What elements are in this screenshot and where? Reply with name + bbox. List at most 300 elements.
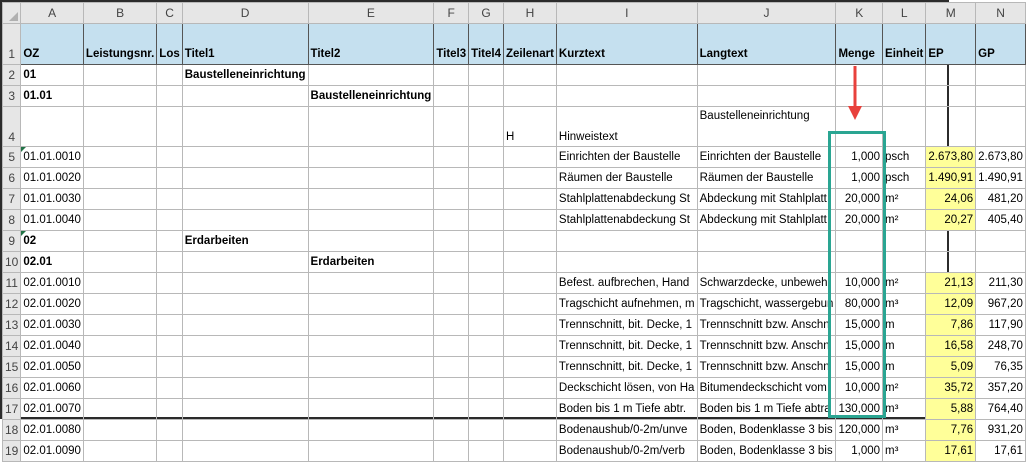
column-header-n[interactable]: N (976, 3, 1026, 24)
cell-j6[interactable]: Räumen der Baustelle (697, 168, 836, 189)
cell-g5[interactable] (469, 147, 504, 168)
cell-f15[interactable] (434, 357, 469, 378)
cell-a17[interactable]: 02.01.0070 (21, 399, 84, 420)
cell-l5[interactable]: psch (883, 147, 926, 168)
row-header-12[interactable]: 12 (3, 294, 21, 315)
cell-a7[interactable]: 01.01.0030 (21, 189, 84, 210)
cell-k4[interactable] (836, 107, 883, 147)
cell-g9[interactable] (469, 231, 504, 252)
cell-n19[interactable]: 17,61 (976, 441, 1026, 462)
cell-g15[interactable] (469, 357, 504, 378)
cell-f6[interactable] (434, 168, 469, 189)
cell-n8[interactable]: 405,40 (976, 210, 1026, 231)
row-header-9[interactable]: 9 (3, 231, 21, 252)
header-cell-b[interactable]: Leistungsnr. (83, 24, 156, 65)
cell-g3[interactable] (469, 86, 504, 107)
cell-a8[interactable]: 01.01.0040 (21, 210, 84, 231)
cell-g14[interactable] (469, 336, 504, 357)
column-header-l[interactable]: L (883, 3, 926, 24)
cell-f12[interactable] (434, 294, 469, 315)
cell-a12[interactable]: 02.01.0020 (21, 294, 84, 315)
cell-b15[interactable] (83, 357, 156, 378)
cell-b16[interactable] (83, 378, 156, 399)
cell-i17[interactable]: Boden bis 1 m Tiefe abtr. (556, 399, 697, 420)
cell-g12[interactable] (469, 294, 504, 315)
cell-b2[interactable] (83, 65, 156, 86)
column-header-a[interactable]: A (21, 3, 84, 24)
cell-k11[interactable]: 10,000 (836, 273, 883, 294)
row-header-14[interactable]: 14 (3, 336, 21, 357)
cell-a5[interactable]: 01.01.0010 (21, 147, 84, 168)
cell-c19[interactable] (157, 441, 182, 462)
cell-f16[interactable] (434, 378, 469, 399)
row-header-11[interactable]: 11 (3, 273, 21, 294)
cell-l13[interactable]: m (883, 315, 926, 336)
cell-j5[interactable]: Einrichten der Baustelle (697, 147, 836, 168)
cell-h14[interactable] (503, 336, 556, 357)
cell-h7[interactable] (503, 189, 556, 210)
cell-n2[interactable] (976, 65, 1026, 86)
cell-e2[interactable] (308, 65, 434, 86)
cell-b14[interactable] (83, 336, 156, 357)
cell-d19[interactable] (182, 441, 308, 462)
cell-j19[interactable]: Boden, Bodenklasse 3 bis (697, 441, 836, 462)
header-cell-h[interactable]: Zeilenart (503, 24, 556, 65)
cell-f13[interactable] (434, 315, 469, 336)
cell-a10[interactable]: 02.01 (21, 252, 84, 273)
cell-n18[interactable]: 931,20 (976, 420, 1026, 441)
header-cell-k[interactable]: Menge (836, 24, 883, 65)
cell-m8[interactable]: 20,27 (926, 210, 976, 231)
cell-d8[interactable] (182, 210, 308, 231)
row-header-2[interactable]: 2 (3, 65, 21, 86)
cell-k14[interactable]: 15,000 (836, 336, 883, 357)
cell-e10[interactable]: Erdarbeiten (308, 252, 434, 273)
cell-j17[interactable]: Boden bis 1 m Tiefe abtra (697, 399, 836, 420)
cell-e3[interactable]: Baustelleneinrichtung (308, 86, 434, 107)
cell-k19[interactable]: 1,000 (836, 441, 883, 462)
cell-m11[interactable]: 21,13 (926, 273, 976, 294)
cell-d15[interactable] (182, 357, 308, 378)
cell-m2[interactable] (926, 65, 976, 86)
cell-k3[interactable] (836, 86, 883, 107)
cell-i5[interactable]: Einrichten der Baustelle (556, 147, 697, 168)
cell-g2[interactable] (469, 65, 504, 86)
cell-e14[interactable] (308, 336, 434, 357)
cell-h3[interactable] (503, 86, 556, 107)
column-header-k[interactable]: K (836, 3, 883, 24)
cell-k8[interactable]: 20,000 (836, 210, 883, 231)
cell-b18[interactable] (83, 420, 156, 441)
cell-b11[interactable] (83, 273, 156, 294)
cell-j9[interactable] (697, 231, 836, 252)
cell-d18[interactable] (182, 420, 308, 441)
cell-c18[interactable] (157, 420, 182, 441)
cell-l12[interactable]: m³ (883, 294, 926, 315)
cell-g4[interactable] (469, 107, 504, 147)
header-cell-n[interactable]: GP (976, 24, 1026, 65)
row-header-10[interactable]: 10 (3, 252, 21, 273)
cell-a14[interactable]: 02.01.0040 (21, 336, 84, 357)
cell-m13[interactable]: 7,86 (926, 315, 976, 336)
cell-a4[interactable] (21, 107, 84, 147)
column-header-m[interactable]: M (926, 3, 976, 24)
cell-l8[interactable]: m² (883, 210, 926, 231)
cell-g17[interactable] (469, 399, 504, 420)
cell-i11[interactable]: Befest. aufbrechen, Hand (556, 273, 697, 294)
cell-j16[interactable]: Bitumendeckschicht vom (697, 378, 836, 399)
cell-k13[interactable]: 15,000 (836, 315, 883, 336)
header-cell-f[interactable]: Titel3 (434, 24, 469, 65)
cell-g6[interactable] (469, 168, 504, 189)
cell-l10[interactable] (883, 252, 926, 273)
cell-b12[interactable] (83, 294, 156, 315)
cell-d7[interactable] (182, 189, 308, 210)
cell-d16[interactable] (182, 378, 308, 399)
header-cell-d[interactable]: Titel1 (182, 24, 308, 65)
cell-i18[interactable]: Bodenaushub/0-2m/unve (556, 420, 697, 441)
column-header-c[interactable]: C (157, 3, 182, 24)
cell-d5[interactable] (182, 147, 308, 168)
cell-l16[interactable]: m² (883, 378, 926, 399)
cell-h13[interactable] (503, 315, 556, 336)
cell-b8[interactable] (83, 210, 156, 231)
cell-f4[interactable] (434, 107, 469, 147)
cell-f18[interactable] (434, 420, 469, 441)
spreadsheet-grid[interactable] (2, 2, 1026, 462)
cell-g18[interactable] (469, 420, 504, 441)
column-header-g[interactable]: G (469, 3, 504, 24)
cell-n17[interactable]: 764,40 (976, 399, 1026, 420)
cell-b7[interactable] (83, 189, 156, 210)
cell-a16[interactable]: 02.01.0060 (21, 378, 84, 399)
column-header-j[interactable]: J (697, 3, 836, 24)
cell-m3[interactable] (926, 86, 976, 107)
cell-j3[interactable] (697, 86, 836, 107)
cell-e5[interactable] (308, 147, 434, 168)
cell-h10[interactable] (503, 252, 556, 273)
cell-h4[interactable]: H (503, 107, 556, 147)
cell-n15[interactable]: 76,35 (976, 357, 1026, 378)
cell-l7[interactable]: m² (883, 189, 926, 210)
cell-h6[interactable] (503, 168, 556, 189)
cell-c11[interactable] (157, 273, 182, 294)
cell-a6[interactable]: 01.01.0020 (21, 168, 84, 189)
cell-l6[interactable]: psch (883, 168, 926, 189)
cell-a2[interactable]: 01 (21, 65, 84, 86)
header-cell-l[interactable]: Einheit (883, 24, 926, 65)
cell-j8[interactable]: Abdeckung mit Stahlplatt (697, 210, 836, 231)
row-header-13[interactable]: 13 (3, 315, 21, 336)
cell-g8[interactable] (469, 210, 504, 231)
cell-m19[interactable]: 17,61 (926, 441, 976, 462)
cell-l4[interactable] (883, 107, 926, 147)
cell-i4[interactable]: Hinweistext (556, 107, 697, 147)
cell-n6[interactable]: 1.490,91 (976, 168, 1026, 189)
cell-e11[interactable] (308, 273, 434, 294)
cell-c17[interactable] (157, 399, 182, 420)
row-header-17[interactable]: 17 (3, 399, 21, 420)
cell-m6[interactable]: 1.490,91 (926, 168, 976, 189)
cell-i9[interactable] (556, 231, 697, 252)
cell-d6[interactable] (182, 168, 308, 189)
cell-i19[interactable]: Bodenaushub/0-2m/verb (556, 441, 697, 462)
cell-k17[interactable]: 130,000 (836, 399, 883, 420)
cell-m7[interactable]: 24,06 (926, 189, 976, 210)
cell-c5[interactable] (157, 147, 182, 168)
cell-n7[interactable]: 481,20 (976, 189, 1026, 210)
cell-j4[interactable]: Baustelleneinrichtung (697, 107, 836, 147)
cell-l19[interactable]: m³ (883, 441, 926, 462)
cell-f3[interactable] (434, 86, 469, 107)
cell-k6[interactable]: 1,000 (836, 168, 883, 189)
cell-j14[interactable]: Trennschnitt bzw. Anschn (697, 336, 836, 357)
cell-h17[interactable] (503, 399, 556, 420)
cell-a3[interactable]: 01.01 (21, 86, 84, 107)
cell-c15[interactable] (157, 357, 182, 378)
cell-g10[interactable] (469, 252, 504, 273)
cell-h8[interactable] (503, 210, 556, 231)
header-cell-g[interactable]: Titel4 (469, 24, 504, 65)
cell-k12[interactable]: 80,000 (836, 294, 883, 315)
cell-b5[interactable] (83, 147, 156, 168)
row-header-4[interactable]: 4 (3, 107, 21, 147)
cell-l11[interactable]: m² (883, 273, 926, 294)
cell-f10[interactable] (434, 252, 469, 273)
column-header-h[interactable]: H (503, 3, 556, 24)
cell-m14[interactable]: 16,58 (926, 336, 976, 357)
header-cell-m[interactable]: EP (926, 24, 976, 65)
cell-n9[interactable] (976, 231, 1026, 252)
cell-d3[interactable] (182, 86, 308, 107)
cell-g19[interactable] (469, 441, 504, 462)
cell-e17[interactable] (308, 399, 434, 420)
cell-l17[interactable]: m³ (883, 399, 926, 420)
cell-m9[interactable] (926, 231, 976, 252)
cell-c13[interactable] (157, 315, 182, 336)
cell-l3[interactable] (883, 86, 926, 107)
row-header-16[interactable]: 16 (3, 378, 21, 399)
cell-e6[interactable] (308, 168, 434, 189)
cell-f14[interactable] (434, 336, 469, 357)
cell-j13[interactable]: Trennschnitt bzw. Anschn (697, 315, 836, 336)
cell-j18[interactable]: Boden, Bodenklasse 3 bis (697, 420, 836, 441)
row-header-1[interactable]: 1 (3, 24, 21, 65)
column-header-b[interactable]: B (83, 3, 156, 24)
cell-i10[interactable] (556, 252, 697, 273)
cell-h9[interactable] (503, 231, 556, 252)
cell-k9[interactable] (836, 231, 883, 252)
cell-n16[interactable]: 357,20 (976, 378, 1026, 399)
cell-l18[interactable]: m³ (883, 420, 926, 441)
cell-c7[interactable] (157, 189, 182, 210)
cell-c3[interactable] (157, 86, 182, 107)
cell-i13[interactable]: Trennschnitt, bit. Decke, 1 (556, 315, 697, 336)
cell-n4[interactable] (976, 107, 1026, 147)
cell-g13[interactable] (469, 315, 504, 336)
cell-e18[interactable] (308, 420, 434, 441)
cell-g7[interactable] (469, 189, 504, 210)
cell-l9[interactable] (883, 231, 926, 252)
cell-h2[interactable] (503, 65, 556, 86)
column-header-f[interactable]: F (434, 3, 469, 24)
cell-f8[interactable] (434, 210, 469, 231)
cell-b10[interactable] (83, 252, 156, 273)
cell-d9[interactable]: Erdarbeiten (182, 231, 308, 252)
cell-m18[interactable]: 7,76 (926, 420, 976, 441)
cell-j12[interactable]: Tragschicht, wassergebun (697, 294, 836, 315)
cell-e19[interactable] (308, 441, 434, 462)
header-cell-e[interactable]: Titel2 (308, 24, 434, 65)
cell-b6[interactable] (83, 168, 156, 189)
cell-c14[interactable] (157, 336, 182, 357)
row-header-8[interactable]: 8 (3, 210, 21, 231)
cell-e4[interactable] (308, 107, 434, 147)
cell-f17[interactable] (434, 399, 469, 420)
cell-g11[interactable] (469, 273, 504, 294)
cell-h12[interactable] (503, 294, 556, 315)
cell-i14[interactable]: Trennschnitt, bit. Decke, 1 (556, 336, 697, 357)
cell-i8[interactable]: Stahlplattenabdeckung St (556, 210, 697, 231)
cell-a18[interactable]: 02.01.0080 (21, 420, 84, 441)
cell-h15[interactable] (503, 357, 556, 378)
row-header-7[interactable]: 7 (3, 189, 21, 210)
cell-m12[interactable]: 12,09 (926, 294, 976, 315)
cell-l14[interactable]: m (883, 336, 926, 357)
cell-k2[interactable] (836, 65, 883, 86)
cell-k16[interactable]: 10,000 (836, 378, 883, 399)
cell-c8[interactable] (157, 210, 182, 231)
cell-c2[interactable] (157, 65, 182, 86)
cell-i6[interactable]: Räumen der Baustelle (556, 168, 697, 189)
cell-k10[interactable] (836, 252, 883, 273)
cell-f2[interactable] (434, 65, 469, 86)
cell-i12[interactable]: Tragschicht aufnehmen, m (556, 294, 697, 315)
cell-e16[interactable] (308, 378, 434, 399)
cell-m16[interactable]: 35,72 (926, 378, 976, 399)
cell-f19[interactable] (434, 441, 469, 462)
cell-c6[interactable] (157, 168, 182, 189)
cell-b17[interactable] (83, 399, 156, 420)
cell-e13[interactable] (308, 315, 434, 336)
column-header-e[interactable]: E (308, 3, 434, 24)
cell-f9[interactable] (434, 231, 469, 252)
cell-d2[interactable]: Baustelleneinrichtung (182, 65, 308, 86)
cell-d14[interactable] (182, 336, 308, 357)
cell-g16[interactable] (469, 378, 504, 399)
cell-m17[interactable]: 5,88 (926, 399, 976, 420)
cell-h18[interactable] (503, 420, 556, 441)
header-cell-i[interactable]: Kurztext (556, 24, 697, 65)
cell-a15[interactable]: 02.01.0050 (21, 357, 84, 378)
cell-l2[interactable] (883, 65, 926, 86)
column-header-i[interactable]: I (556, 3, 697, 24)
cell-n11[interactable]: 211,30 (976, 273, 1026, 294)
cell-m10[interactable] (926, 252, 976, 273)
cell-c10[interactable] (157, 252, 182, 273)
cell-h5[interactable] (503, 147, 556, 168)
cell-b4[interactable] (83, 107, 156, 147)
cell-c9[interactable] (157, 231, 182, 252)
cell-b3[interactable] (83, 86, 156, 107)
cell-i16[interactable]: Deckschicht lösen, von Ha (556, 378, 697, 399)
cell-d12[interactable] (182, 294, 308, 315)
row-header-5[interactable]: 5 (3, 147, 21, 168)
cell-e8[interactable] (308, 210, 434, 231)
cell-a9[interactable]: 02 (21, 231, 84, 252)
row-header-15[interactable]: 15 (3, 357, 21, 378)
cell-k5[interactable]: 1,000 (836, 147, 883, 168)
cell-j10[interactable] (697, 252, 836, 273)
cell-h16[interactable] (503, 378, 556, 399)
cell-b9[interactable] (83, 231, 156, 252)
row-header-3[interactable]: 3 (3, 86, 21, 107)
cell-m5[interactable]: 2.673,80 (926, 147, 976, 168)
cell-k18[interactable]: 120,000 (836, 420, 883, 441)
cell-f7[interactable] (434, 189, 469, 210)
header-cell-c[interactable]: Los (157, 24, 182, 65)
cell-d4[interactable] (182, 107, 308, 147)
cell-c12[interactable] (157, 294, 182, 315)
cell-h19[interactable] (503, 441, 556, 462)
cell-n14[interactable]: 248,70 (976, 336, 1026, 357)
cell-d13[interactable] (182, 315, 308, 336)
row-header-19[interactable]: 19 (3, 441, 21, 462)
cell-c16[interactable] (157, 378, 182, 399)
cell-k15[interactable]: 15,000 (836, 357, 883, 378)
header-cell-a[interactable]: OZ (21, 24, 84, 65)
cell-i2[interactable] (556, 65, 697, 86)
cell-l15[interactable]: m (883, 357, 926, 378)
cell-i15[interactable]: Trennschnitt, bit. Decke, 1 (556, 357, 697, 378)
cell-a11[interactable]: 02.01.0010 (21, 273, 84, 294)
select-all-corner[interactable] (3, 3, 21, 24)
cell-d10[interactable] (182, 252, 308, 273)
row-header-6[interactable]: 6 (3, 168, 21, 189)
cell-n13[interactable]: 117,90 (976, 315, 1026, 336)
cell-f11[interactable] (434, 273, 469, 294)
cell-b13[interactable] (83, 315, 156, 336)
cell-h11[interactable] (503, 273, 556, 294)
cell-b19[interactable] (83, 441, 156, 462)
cell-a19[interactable]: 02.01.0090 (21, 441, 84, 462)
cell-d11[interactable] (182, 273, 308, 294)
cell-i3[interactable] (556, 86, 697, 107)
cell-c4[interactable] (157, 107, 182, 147)
cell-n12[interactable]: 967,20 (976, 294, 1026, 315)
cell-e12[interactable] (308, 294, 434, 315)
cell-j15[interactable]: Trennschnitt bzw. Anschn (697, 357, 836, 378)
cell-n5[interactable]: 2.673,80 (976, 147, 1026, 168)
cell-n10[interactable] (976, 252, 1026, 273)
cell-a13[interactable]: 02.01.0030 (21, 315, 84, 336)
cell-d17[interactable] (182, 399, 308, 420)
cell-j7[interactable]: Abdeckung mit Stahlplatt (697, 189, 836, 210)
cell-e15[interactable] (308, 357, 434, 378)
cell-j2[interactable] (697, 65, 836, 86)
cell-k7[interactable]: 20,000 (836, 189, 883, 210)
cell-e9[interactable] (308, 231, 434, 252)
cell-n3[interactable] (976, 86, 1026, 107)
cell-m4[interactable] (926, 107, 976, 147)
cell-e7[interactable] (308, 189, 434, 210)
cell-m15[interactable]: 5,09 (926, 357, 976, 378)
header-cell-j[interactable]: Langtext (697, 24, 836, 65)
cell-f5[interactable] (434, 147, 469, 168)
column-header-d[interactable]: D (182, 3, 308, 24)
cell-j11[interactable]: Schwarzdecke, unbeweh (697, 273, 836, 294)
cell-i7[interactable]: Stahlplattenabdeckung St (556, 189, 697, 210)
